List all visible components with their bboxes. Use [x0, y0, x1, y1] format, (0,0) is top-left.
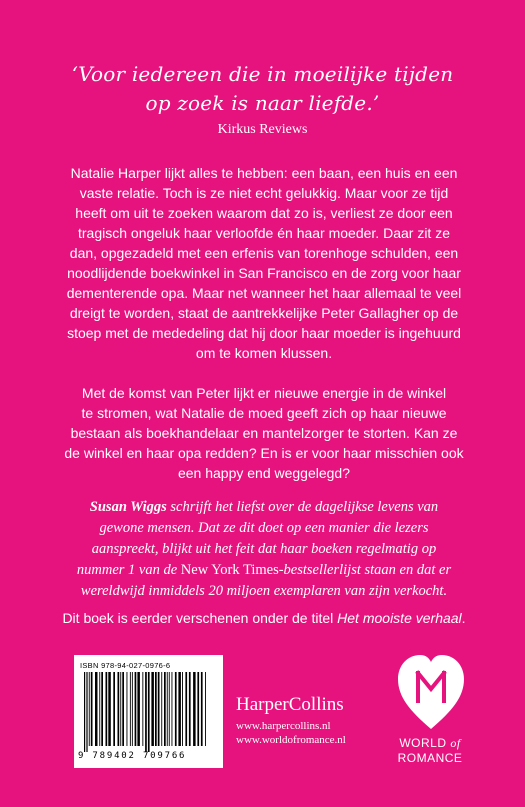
imprint-line-1 [380, 736, 480, 751]
barcode-bar [145, 672, 147, 752]
barcode-bar [205, 672, 206, 746]
barcode-image [80, 672, 217, 752]
imprint-word-of: of [450, 736, 461, 750]
barcode-bar [120, 672, 121, 746]
author-bio [44, 497, 484, 602]
barcode-bar [113, 672, 115, 746]
barcode-bar [132, 672, 133, 746]
barcode-bar [193, 672, 196, 746]
barcode-bar [197, 672, 199, 746]
blurb-line: een happy end weggelegd? [177, 465, 351, 481]
bio-text: nummer 1 van de [76, 562, 181, 578]
imprint-line-2: ROMANCE [397, 751, 463, 765]
barcode-bar [161, 672, 162, 746]
barcode-bar [127, 672, 128, 746]
previous-title: Het mooiste verhaal [337, 610, 462, 626]
barcode-bar [135, 672, 137, 746]
barcode-bar [148, 672, 150, 752]
blurb-line: bestaan als boekhandelaar en mantelzorger te storten. Kan ze [70, 425, 458, 441]
bio-line [44, 497, 484, 518]
previous-title-note [44, 608, 484, 628]
barcode-bar [101, 672, 103, 746]
barcode-bar [91, 672, 93, 746]
publisher-name: HarperCollins [236, 694, 344, 715]
barcode-bar [122, 672, 124, 746]
imprint-word: WORLD [399, 736, 451, 750]
barcode-bar [130, 672, 131, 746]
blurb-line: vaste relatie. Toch is ze niet echt gelukkig. Maar voor ze tijd [79, 185, 449, 201]
bio-line: aanspreekt, blijkt uit het feit dat haar boeken regelmatig op [91, 541, 437, 557]
blurb-line: stoep met de mededeling dat hij door haar moeder is ingehuurd [67, 325, 461, 341]
barcode-bar [172, 672, 173, 746]
barcode-bar [158, 672, 160, 746]
barcode-bar [175, 672, 177, 746]
barcode-digits: 9 789402 709766 [78, 751, 187, 761]
barcode-bar [201, 672, 203, 746]
barcode-bar [84, 672, 85, 752]
blurb-paragraph-2 [44, 383, 484, 483]
newspaper-name: New York Times [180, 562, 279, 578]
blurb-line: Natalie Harper lijkt alles te hebben: een baan, een huis en een [70, 165, 458, 181]
author-name: Susan Wiggs [89, 499, 167, 515]
barcode-bar [95, 672, 98, 746]
heart-logo-icon [396, 653, 466, 733]
note-text: Dit boek is eerder verschenen onder de titel [62, 610, 338, 626]
barcode-bar [167, 672, 168, 746]
blurb-line: dementerende opa. Maar net wanneer het haar allemaal te veel [66, 285, 462, 301]
imprint-url: www.worldofromance.nl [236, 734, 346, 746]
barcode-bar [137, 672, 140, 746]
blurb-line: dreigt te worden, staat de aantrekkelijke Peter Gallagher op de [69, 305, 459, 321]
quote-line-1: ‘Voor iedereen die in moeilijke tijden [71, 62, 454, 86]
blurb-line: noodlijdende boekwinkel in San Francisco en de zorg voor haar [67, 265, 461, 281]
isbn-label: ISBN 978-94-027-0976-6 [80, 661, 171, 670]
quote-attribution: Kirkus Reviews [217, 122, 308, 137]
barcode-bar [142, 672, 143, 746]
quote [0, 60, 525, 118]
bio-text: schrijft het liefst over de dagelijkse levens van [166, 499, 439, 515]
bio-line: gewone mensen. Dat ze dit doet op een manier die lezers [99, 520, 429, 536]
blurb-line: om te komen klussen. [195, 345, 333, 361]
barcode-bar [169, 672, 170, 746]
barcode-bar [118, 672, 120, 746]
quote-line-2: op zoek is naar liefde.’ [145, 91, 380, 115]
bio-text: -bestsellerlijst staan en dat er [278, 562, 452, 578]
blurb-line: de winkel en haar opa redden? En is er voor haar misschien ook [64, 445, 464, 461]
barcode-bar [182, 672, 183, 746]
barcode-bar [164, 672, 166, 746]
barcode-bar [86, 672, 87, 752]
blurb-paragraph-1 [44, 163, 484, 363]
barcode-bar [89, 672, 90, 746]
barcode-bar [155, 672, 157, 746]
bio-line [44, 560, 484, 581]
barcode-bar [178, 672, 181, 746]
barcode-bar [151, 672, 154, 746]
publisher-url: www.harpercollins.nl [236, 720, 331, 732]
barcode-box [74, 655, 223, 768]
barcode-bar [106, 672, 108, 746]
blurb-line: heeft om uit te zoeken waarom dat zo is, verliest ze door een [75, 205, 453, 221]
bio-line: wereldwijd inmiddels 20 miljoen exemplaren van zijn verkocht. [80, 583, 448, 599]
imprint-logo-text [380, 736, 480, 766]
barcode-bar [108, 672, 111, 746]
note-suffix: . [461, 610, 466, 626]
blurb-line: tragisch ongeluk haar verloofde én haar moeder. Daar zit ze [78, 225, 450, 241]
barcode-bar [185, 672, 187, 746]
blurb-line: te stromen, wat Natalie de moed geeft zich op haar nieuwe [81, 405, 447, 421]
barcode-bar [189, 672, 191, 746]
blurb-line: dan, opgezadeld met een erfenis van torenhoge schulden, een [69, 245, 459, 261]
barcode-bar [99, 672, 100, 746]
blurb-line: Met de komst van Peter lijkt er nieuwe energie in de winkel [81, 385, 447, 401]
